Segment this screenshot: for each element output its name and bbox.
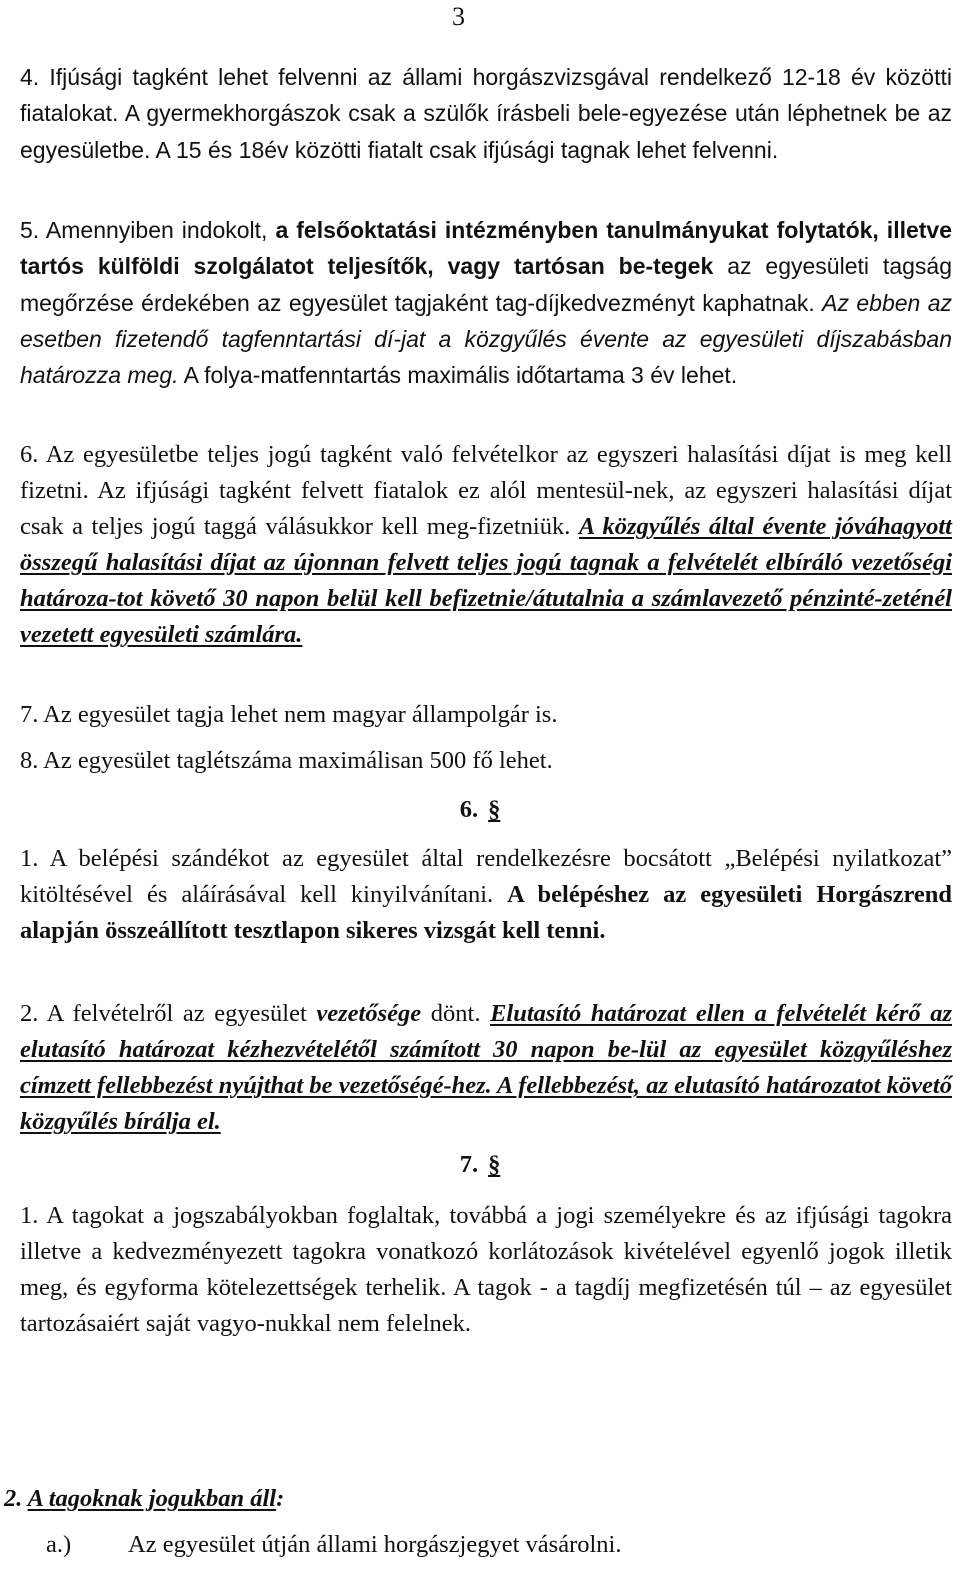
paragraph-5-lead: 5. Amennyiben indokolt,	[20, 217, 276, 243]
paragraph-5-rest: az egyesületi tagság megőrzése érdekében az egyesület tagjaként tag-díjkedvezményt kaphatnak.	[20, 253, 952, 316]
page-number: 3	[452, 2, 465, 31]
section-6-item-1-bold: A belépéshez az egyesületi Horgászrend alapján összeállított tesztlapon sikeres vizsgát kell tenni.	[20, 881, 952, 944]
section-6-item-2	[20, 996, 952, 1140]
section-6-item-2-vezetoseg: vezetősége	[316, 1000, 422, 1027]
rights-heading	[4, 1485, 284, 1513]
rights-item-a-label: a.)	[46, 1531, 72, 1558]
paragraph-6-emphasis: A közgyűlés által évente jóváhagyott összegű halasítási díjat az újonnan felvett teljes jogú tagnak a felvételét elbíráló vezetőségi határoza-tot követő 30 napon belül kell befizetnie/átutalnia a számlavezető pénzinté-zeténél vezetett egyesületi számlára.	[20, 513, 952, 648]
paragraph-8: 8. Az egyesület taglétszáma maximálisan 500 fő lehet.	[20, 747, 553, 774]
section-6-item-1	[20, 841, 952, 949]
rights-item-a	[46, 1531, 621, 1559]
paragraph-5-italic: Az ebben az esetben fizetendő tagfenntartási dí-jat a közgyűlés évente az egyesületi díjszabásban határozza meg.	[20, 289, 952, 389]
paragraph-4: 4. Ifjúsági tagként lehet felvenni az állami horgászvizsgával rendelkező 12-18 év közötti fiatalokat. A gyermekhorgászok csak a szülők írásbeli bele-egyezése után léphetnek be az egyesületbe. A 15 és 18év közötti fiatalt csak ifjúsági tagnak lehet felvenni.	[20, 64, 952, 163]
rights-item-a-text: Az egyesület útján állami horgászjegyet vásárolni.	[128, 1531, 622, 1558]
paragraph-5-tail: A folya-matfenntartás maximális időtartama 3 év lehet.	[178, 362, 738, 389]
section-7-number: 7.	[459, 1151, 479, 1178]
section-sign-icon: §	[488, 1151, 501, 1178]
paragraph-6-text: 6. Az egyesületbe teljes jogú tagként való felvételkor az egyszeri halasítási díjat is meg kell fizetni. Az ifjúsági tagként felvett fiatalok ez alól mentesül-nek, az egyszeri halasítási díjat csak a teljes jogú taggá válásukkor kell meg-fizetniük.	[20, 441, 952, 540]
paragraph-6	[20, 437, 952, 653]
section-6-item-2-emphasis: Elutasító határozat ellen a felvételét kérő az elutasító határozat kézhezvételétől számított 30 napon be-lül az egyesület közgyűléshez címzett fellebbezést nyújthat be vezetőségé-hez. A fellebbezést, az elutasító határozatot követő közgyűlés bírálja el.	[20, 1000, 952, 1135]
section-6-heading	[0, 796, 960, 824]
paragraph-5	[20, 212, 952, 393]
section-6-item-2-mid: dönt.	[421, 1000, 491, 1027]
section-6-item-2-lead: 2. A felvételről az egyesület	[20, 1000, 317, 1027]
rights-heading-text: A tagoknak jogukban áll	[27, 1485, 277, 1512]
section-7-heading	[0, 1151, 960, 1179]
paragraph-7: 7. Az egyesület tagja lehet nem magyar állampolgár is.	[20, 701, 558, 728]
rights-number: 2.	[4, 1485, 23, 1512]
section-sign-icon: §	[488, 796, 501, 823]
section-7-item-1: 1. A tagokat a jogszabályokban foglaltak, továbbá a jogi személyekre és az ifjúsági tagokra illetve a kedvezményezett tagokra vonatkozó korlátozások kivételével egyenlő jogok illetik meg, és egyforma kötelezettségek terhelik. A tagok - a tagdíj megfizetésén túl – az egyesület tartozásaiért saját vagyo-nukkal nem felelnek.	[20, 1202, 952, 1337]
section-6-item-1-text: 1. A belépési szándékot az egyesület által rendelkezésre bocsátott „Belépési nyilatkozat” kitöltésével és aláírásával kell kinyilvánítani.	[20, 845, 952, 908]
section-6-number: 6.	[459, 796, 479, 823]
paragraph-5-bold: a felsőoktatási intézményben tanulmányukat folytatók, illetve tartós külföldi szolgálatot teljesítők, vagy tartósan be-tegek	[20, 217, 953, 280]
rights-heading-colon: :	[276, 1485, 285, 1512]
